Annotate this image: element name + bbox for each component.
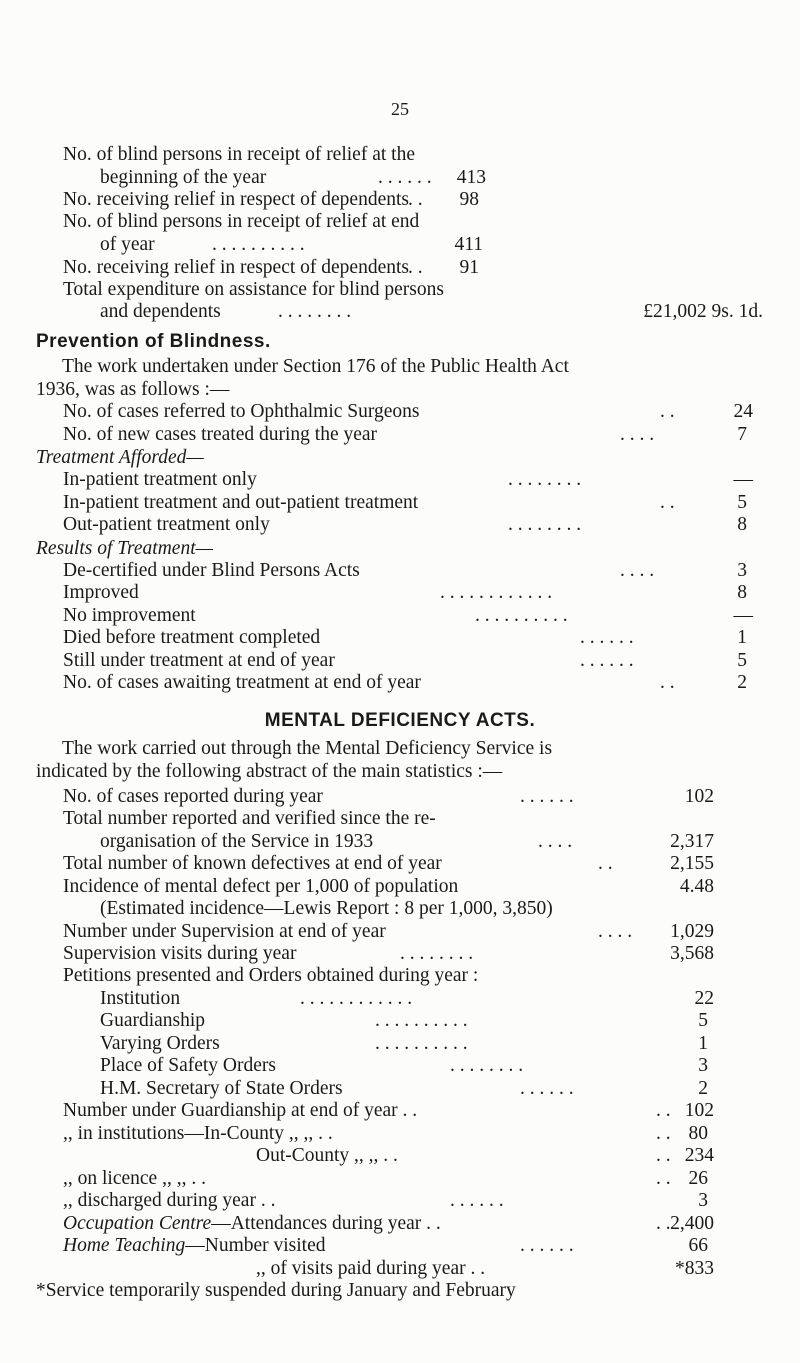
row-leaders: . . bbox=[598, 853, 613, 874]
row-label: In-patient treatment and out-patient treatment bbox=[63, 492, 419, 513]
row-value: 1,029 bbox=[670, 921, 714, 942]
row-label-rest: —Attendances during year . . bbox=[211, 1213, 441, 1234]
row-label: Guardianship bbox=[100, 1010, 206, 1031]
row-label: De-certified under Blind Persons Acts bbox=[63, 560, 360, 581]
row-label: H.M. Secretary of State Orders bbox=[100, 1078, 343, 1099]
row-value: 102 bbox=[684, 1100, 714, 1121]
row-label: Institution bbox=[100, 988, 181, 1009]
row-value: 8 bbox=[737, 582, 747, 603]
row-value: 3 bbox=[737, 560, 747, 581]
row-leaders: . . bbox=[408, 189, 423, 210]
row-label: ,, discharged during year . . bbox=[63, 1190, 276, 1211]
mental-intro: indicated by the following abstract of the main statistics :— bbox=[36, 761, 503, 782]
row-label: No. of cases referred to Ophthalmic Surgeons bbox=[63, 401, 420, 422]
row-value: 66 bbox=[688, 1235, 708, 1256]
row-leaders: . . . . bbox=[620, 424, 655, 445]
row-label: No. of cases reported during year bbox=[63, 786, 323, 807]
row-leaders: . . . . . . bbox=[378, 167, 432, 188]
row-label: Varying Orders bbox=[100, 1033, 220, 1054]
row-value: 2,155 bbox=[670, 853, 714, 874]
footnote: *Service temporarily suspended during January and February bbox=[36, 1280, 516, 1301]
row-value: 413 bbox=[456, 167, 486, 188]
mental-intro: The work carried out through the Mental Deficiency Service is bbox=[62, 738, 553, 759]
row-value: 5 bbox=[737, 650, 747, 671]
row-label: Incidence of mental defect per 1,000 of population bbox=[63, 876, 459, 897]
row-label: organisation of the Service in 1933 bbox=[100, 831, 374, 852]
row-label: Supervision visits during year bbox=[63, 943, 297, 964]
row-label: No. receiving relief in respect of dependents bbox=[63, 257, 409, 278]
row-leaders: . . . . . . bbox=[520, 786, 574, 807]
row-label: No. of new cases treated during the year bbox=[63, 424, 378, 445]
row-value: 3 bbox=[698, 1055, 708, 1076]
row-leaders: . . . . . . . . . . bbox=[475, 605, 568, 626]
row-leaders: . . bbox=[656, 1123, 671, 1144]
row-leaders: . . bbox=[656, 1168, 671, 1189]
row-label-rest: —Number visited bbox=[185, 1235, 326, 1256]
row-value: 22 bbox=[694, 988, 714, 1009]
row-value: 102 bbox=[684, 786, 714, 807]
row-leaders: . . . . . . . . . . . . bbox=[300, 988, 413, 1009]
row-value: 80 bbox=[688, 1123, 708, 1144]
row-label: Still under treatment at end of year bbox=[63, 650, 335, 671]
row-value: 7 bbox=[737, 424, 747, 445]
row-leaders: . . . . . . bbox=[520, 1078, 574, 1099]
row-label: Petitions presented and Orders obtained during year : bbox=[63, 965, 479, 986]
row-value: 2,400 bbox=[670, 1213, 714, 1234]
row-label: No. receiving relief in respect of dependents bbox=[63, 189, 409, 210]
row-value: 2 bbox=[698, 1078, 708, 1099]
row-leaders: . . bbox=[656, 1213, 671, 1234]
row-label: and dependents bbox=[100, 301, 221, 322]
row-label: No. of blind persons in receipt of relief at the bbox=[63, 144, 415, 165]
prevention-intro: 1936, was as follows :— bbox=[36, 379, 230, 400]
row-leaders: . . . . . . . . . . bbox=[375, 1010, 468, 1031]
mental-heading: MENTAL DEFICIENCY ACTS. bbox=[264, 710, 536, 731]
row-label: of year bbox=[100, 234, 155, 255]
row-label: Place of Safety Orders bbox=[100, 1055, 276, 1076]
row-label: In-patient treatment only bbox=[63, 469, 257, 490]
page-number: 25 bbox=[391, 99, 409, 119]
row-value: 5 bbox=[737, 492, 747, 513]
prevention-heading: Prevention of Blindness. bbox=[36, 331, 271, 352]
row-leaders: . . . . . . bbox=[580, 650, 634, 671]
row-leaders: . . . . bbox=[620, 560, 655, 581]
row-label: ,, of visits paid during year . . bbox=[256, 1258, 486, 1279]
row-leaders: . . . . . . . . bbox=[450, 1055, 524, 1076]
row-value: 4.48 bbox=[679, 876, 714, 897]
row-value: 8 bbox=[737, 514, 747, 535]
row-label: Total number of known defectives at end of year bbox=[63, 853, 442, 874]
row-value: 2 bbox=[737, 672, 747, 693]
row-label: Out-patient treatment only bbox=[63, 514, 270, 535]
row-leaders: . . bbox=[408, 257, 423, 278]
row-leaders: . . . . . . . . . . bbox=[375, 1033, 468, 1054]
row-label: Improved bbox=[63, 582, 139, 603]
row-label: Died before treatment completed bbox=[63, 627, 321, 648]
row-value: 411 bbox=[454, 234, 483, 255]
results-heading: Results of Treatment— bbox=[36, 538, 213, 559]
row-value: *833 bbox=[675, 1258, 714, 1279]
row-value: 1 bbox=[737, 627, 747, 648]
row-label: No. of blind persons in receipt of relief at end bbox=[63, 211, 420, 232]
row-leaders: . . bbox=[660, 672, 675, 693]
row-label-italic: Occupation Centre bbox=[63, 1213, 212, 1234]
row-label: Total number reported and verified since the re- bbox=[63, 808, 436, 829]
row-value: 98 bbox=[459, 189, 479, 210]
row-label-italic: Home Teaching bbox=[63, 1235, 186, 1256]
row-leaders: . . . . bbox=[538, 831, 573, 852]
row-value: 26 bbox=[688, 1168, 708, 1189]
row-label: ,, on licence ,, ,, . . bbox=[63, 1168, 206, 1189]
row-value: 2,317 bbox=[670, 831, 714, 852]
row-leaders: . . . . . . . . bbox=[400, 943, 474, 964]
row-value: — bbox=[733, 469, 753, 490]
row-value: £21,002 9s. 1d. bbox=[643, 301, 763, 322]
row-value: — bbox=[733, 605, 753, 626]
row-label: beginning of the year bbox=[100, 167, 267, 188]
row-value: 3 bbox=[698, 1190, 708, 1211]
row-value: 234 bbox=[684, 1145, 714, 1166]
row-leaders: . . bbox=[660, 492, 675, 513]
row-label: Total expenditure on assistance for blind persons bbox=[63, 279, 444, 300]
row-leaders: . . . . . . . . bbox=[508, 469, 582, 490]
row-leaders: . . bbox=[656, 1100, 671, 1121]
row-label: Out-County ,, ,, . . bbox=[256, 1145, 398, 1166]
row-leaders: . . bbox=[656, 1145, 671, 1166]
row-value: 1 bbox=[698, 1033, 708, 1054]
row-value: 5 bbox=[698, 1010, 708, 1031]
treatment-heading: Treatment Afforded— bbox=[36, 447, 204, 468]
prevention-intro: The work undertaken under Section 176 of the Public Health Act bbox=[62, 356, 569, 377]
row-value: 24 bbox=[733, 401, 753, 422]
row-label bbox=[63, 1212, 441, 1235]
row-value: 91 bbox=[459, 257, 479, 278]
row-leaders: . . bbox=[660, 401, 675, 422]
row-label: (Estimated incidence—Lewis Report : 8 per 1,000, 3,850) bbox=[100, 898, 553, 919]
row-leaders: . . . . bbox=[598, 921, 633, 942]
row-leaders: . . . . . . bbox=[580, 627, 634, 648]
row-leaders: . . . . . . . . bbox=[508, 514, 582, 535]
row-label: ,, in institutions—In-County ,, ,, . . bbox=[63, 1123, 333, 1144]
row-value: 3,568 bbox=[670, 943, 714, 964]
row-label: No. of cases awaiting treatment at end of year bbox=[63, 672, 421, 693]
row-leaders: . . . . . . . . . . bbox=[212, 234, 305, 255]
row-leaders: . . . . . . bbox=[520, 1235, 574, 1256]
row-label: Number under Supervision at end of year bbox=[63, 921, 386, 942]
row-label: No improvement bbox=[63, 605, 196, 626]
row-label bbox=[63, 1234, 326, 1257]
row-leaders: . . . . . . . . . . . . bbox=[440, 582, 553, 603]
row-leaders: . . . . . . . . bbox=[278, 301, 352, 322]
row-leaders: . . . . . . bbox=[450, 1190, 504, 1211]
row-label: Number under Guardianship at end of year . . bbox=[63, 1100, 418, 1121]
